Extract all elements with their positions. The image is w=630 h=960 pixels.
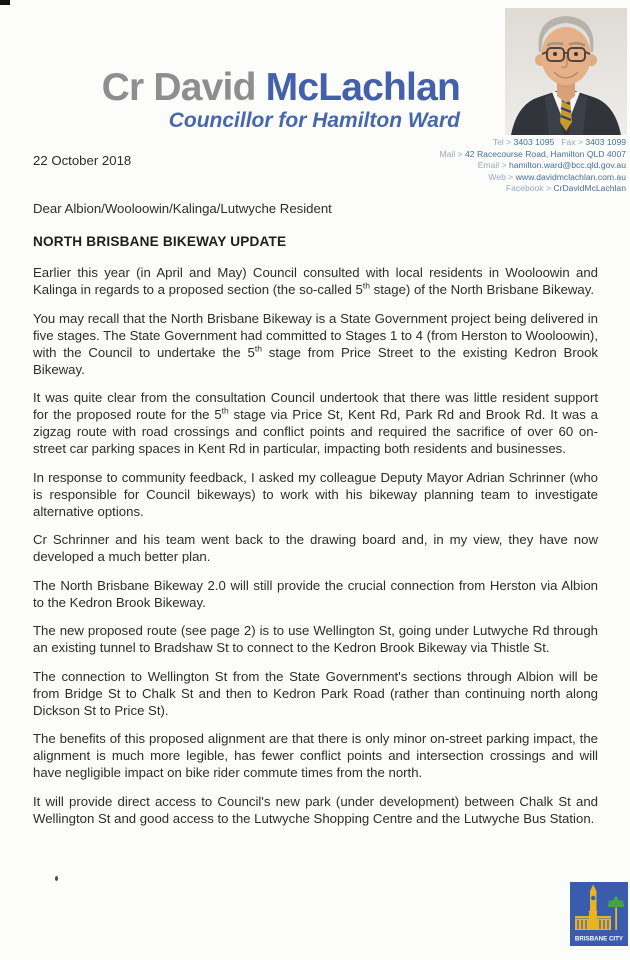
- letter-paragraph: In response to community feedback, I asked my colleague Deputy Mayor Adrian Schrinner (who is responsible for Council bikeways) to work with his bikeway planning team to investigate alternative options.: [33, 469, 598, 519]
- letterhead-name-surname: McLachlan: [265, 66, 460, 109]
- fax-value: 3403 1099: [585, 137, 626, 147]
- letter-paragraph: Cr Schrinner and his team went back to the drawing board and, in my view, they have now developed a much better plan.: [33, 532, 598, 564]
- email-label: Email >: [477, 160, 507, 171]
- letter-heading: NORTH BRISBANE BIKEWAY UPDATE: [33, 234, 287, 249]
- brisbane-city-council-logo: [570, 882, 628, 946]
- letter-salutation: Dear Albion/Wooloowin/Kalinga/Lutwyche Resident: [33, 201, 332, 216]
- letter-paragraph: Earlier this year (in April and May) Council consulted with local residents in Wooloowin and Kalinga in regards to a proposed section (the so-called 5th stage) of the North Brisbane Bikeway.: [33, 265, 598, 297]
- logo-text: BRISBANE CITY: [574, 935, 624, 943]
- letter-paragraph: It was quite clear from the consultation Council undertook that there was little resident support for the proposed route for the 5th stage via Price St, Kent Rd, Park Rd and Brook Rd. It was a zigzag route with road crossings and conflict points and required the sacrifice of over 60 on-street car parking spaces in Kent Rd in particular, impacting both residents and businesses.: [33, 390, 599, 456]
- letterhead-name-first: Cr David: [101, 66, 266, 109]
- facebook-label: Facebook >: [505, 183, 551, 194]
- scan-artifact-dot: [55, 876, 58, 881]
- contact-line-tel-fax: [439, 137, 626, 149]
- letterhead-name: [102, 66, 460, 110]
- tel-label: Tel >: [492, 137, 512, 147]
- letter-paragraph: It will provide direct access to Council's new park (under development) between Chalk St and Wellington St and good access to the Lutwyche Shopping Centre and the Lutwyche Bus Station.: [33, 793, 598, 826]
- facebook-value: CrDavidMcLachlan: [553, 183, 626, 194]
- city-hall-icon: [570, 882, 628, 946]
- tel-value: 3403 1095: [513, 137, 555, 147]
- mail-label: Mail >: [439, 148, 463, 159]
- portrait-illustration: [505, 8, 627, 135]
- letterhead-subtitle: Councillor for Hamilton Ward: [168, 109, 460, 132]
- letter-body: [33, 152, 598, 838]
- letter-paragraph: The new proposed route (see page 2) is to use Wellington St, going under Lutwyche Rd through an existing tunnel to Bradshaw St to connect to the Kedron Brook Bikeway via Thistle St.: [33, 623, 598, 655]
- letter-paragraph: The connection to Wellington St from the State Government's sections through Albion will be from Bridge St to Chalk St and then to Kedron Park Road (rather than continuing north along Dickson St to Price St).: [33, 668, 598, 718]
- letter-paragraph: The North Brisbane Bikeway 2.0 will still provide the crucial connection from Herston via Albion to the Kedron Brook Bikeway.: [33, 577, 598, 610]
- email-value: hamilton.ward@bcc.qld.gov.au: [508, 160, 626, 171]
- letter-date: 22 October 2018: [33, 153, 132, 168]
- fax-label: Fax >: [561, 137, 583, 147]
- web-value: www.davidmclachlan.com.au: [515, 171, 626, 182]
- mail-value: 42 Racecourse Road, Hamilton QLD 4007: [465, 148, 626, 159]
- letter-paragraph: You may recall that the North Brisbane Bikeway is a State Government project being delivered in five stages. The State Government had committed to Stages 1 to 4 (from Herston to Wooloowin), with the Council to undertake the 5th stage from Price Street to the existing Kedron Brook Bikeway.: [33, 310, 598, 377]
- scan-artifact-corner: [0, 0, 10, 5]
- web-label: Web >: [488, 171, 514, 182]
- letter-paragraph: The benefits of this proposed alignment are that there is only minor on-street parking impact, the alignment is much more legible, has fewer conflict points and intersection crossings and will have negligible impact on bike rider commute times from the north.: [33, 731, 598, 780]
- councillor-portrait-photo: [505, 8, 627, 135]
